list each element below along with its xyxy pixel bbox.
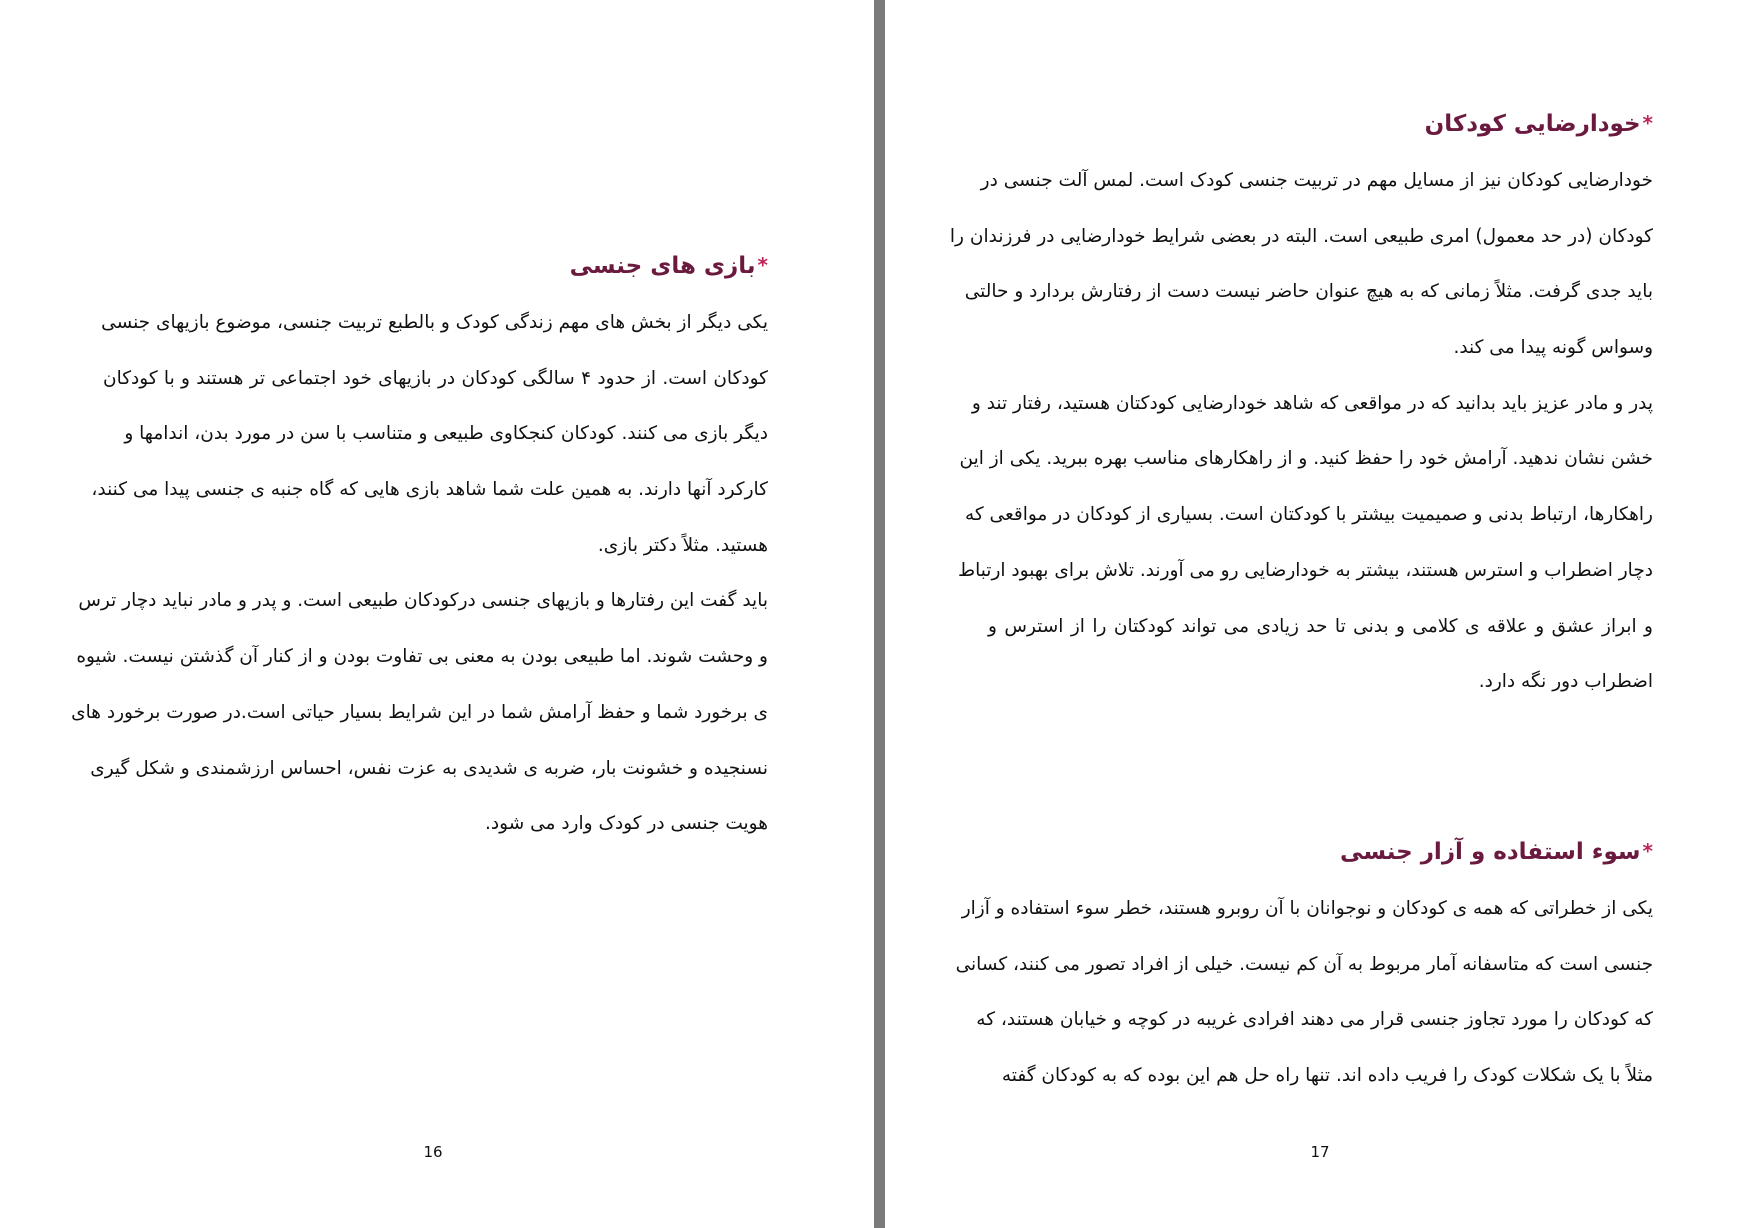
paragraph-2 [71,573,768,851]
text-line: وسواس گونه پیدا می کند. [1453,337,1653,359]
text-line: هستید. مثلاً دکتر بازی. [597,534,768,556]
paragraph-1 [949,153,1653,376]
page-gutter [874,0,885,1228]
right-page [885,0,1755,1228]
text-line: و ابراز عشق و علاقه ی کلامی و بدنی تا حد زیادی می تواند کودکتان را از استرس و [988,615,1653,637]
asterisk-icon: * [1642,839,1653,863]
page-number: 16 [423,1143,443,1161]
text-line: خشن نشان ندهید. آرامش خود را حفظ کنید. و از راهکارهای مناسب بهره ببرید. یکی از این [959,448,1653,470]
text-line: یکی از خطراتی که همه ی کودکان و نوجوانان با آن روبرو هستند، خطر سوء استفاده و آزار [961,898,1653,919]
section-heading [988,836,1653,867]
text-line: ی برخورد شما و حفظ آرامش شما در این شرایط بسیار حیاتی است.در صورت برخورد های [71,701,768,723]
text-line: خودارضایی کودکان نیز از مسایل مهم در تربیت جنسی کودک است. لمس آلت جنسی در [980,170,1653,191]
text-line: جنسی است که متاسفانه آمار مربوط به آن کم نیست. خیلی از افراد تصور می کنند، کسانی [955,953,1653,975]
text-line: راهکارها، ارتباط بدنی و صمیمیت بیشتر با کودکتان است. بسیاری از کودکان در مواقعی که [964,504,1653,526]
text-line: باید جدی گرفت. مثلاً زمانی که به هیچ عنوان حاضر نیست دست از رفتارش بردارد و حالتی [964,281,1653,303]
section-sexual-abuse [955,836,1653,1104]
asterisk-icon: * [757,253,768,277]
text-line: کارکرد آنها دارند. به همین علت شما شاهد بازی هایی که گاه جنبه ی جنسی پیدا می کنند، [91,479,768,501]
text-line: کودکان است. از حدود ۴ سالگی کودکان در بازیهای خود اجتماعی تر هستند و با کودکان [103,367,768,389]
asterisk-icon: * [1642,111,1653,135]
text-line: که کودکان را مورد تجاوز جنسی قرار می دهند افرادی غریبه در کوچه و خیابان هستند، که [976,1009,1653,1031]
page-number: 17 [1310,1143,1330,1161]
paragraph-2 [957,376,1653,710]
left-page [0,0,874,1228]
text-line: نسنجیده و خشونت بار، ضربه ی شدیدی به عزت نفس، احساس ارزشمندی و شکل گیری [90,757,768,779]
section-sexual-play [71,250,768,852]
text-line: هویت جنسی در کودک وارد می شود. [485,813,768,835]
text-line: کودکان (در حد معمول) امری طبیعی است. البته در بعضی شرایط خودارضایی در فرزندان را [949,225,1653,247]
text-line: مثلاً با یک شکلات کودک را فریب داده اند. تنها راه حل هم این بوده که به کودکان گفته [1001,1065,1653,1087]
heading-text: بازی های جنسی [569,253,756,279]
heading-text: خودارضایی کودکان [1424,111,1641,137]
text-line: پدر و مادر عزیز باید بدانید که در مواقعی که شاهد خودارضایی کودکتان هستید، رفتار تند و [971,392,1653,414]
section-child-masturbation [949,108,1653,710]
paragraph-1 [91,295,768,573]
text-line: باید گفت این رفتارها و بازیهای جنسی درکودکان طبیعی است. و پدر و مادر نباید دچار ترس [78,590,768,612]
section-heading [988,108,1653,139]
text-line: دچار اضطراب و استرس هستند، بیشتر به خودارضایی رو می آورند. تلاش برای بهبود ارتباط [957,559,1653,581]
heading-text: سوء استفاده و آزار جنسی [1340,839,1641,865]
section-heading [103,250,768,281]
text-line: و وحشت شوند. اما طبیعی بودن به معنی بی تفاوت بودن و از کنار آن گذشتن نیست. شیوه [76,646,768,668]
text-line: دیگر بازی می کنند. کودکان کنجکاوی طبیعی و متناسب با سن در مورد بدن، اندامها و [124,423,768,445]
text-line: یکی دیگر از بخش های مهم زندگی کودک و بالطبع تربیت جنسی، موضوع بازیهای جنسی [101,312,768,333]
paragraph-1 [955,881,1653,1104]
text-line: اضطراب دور نگه دارد. [1478,671,1653,693]
